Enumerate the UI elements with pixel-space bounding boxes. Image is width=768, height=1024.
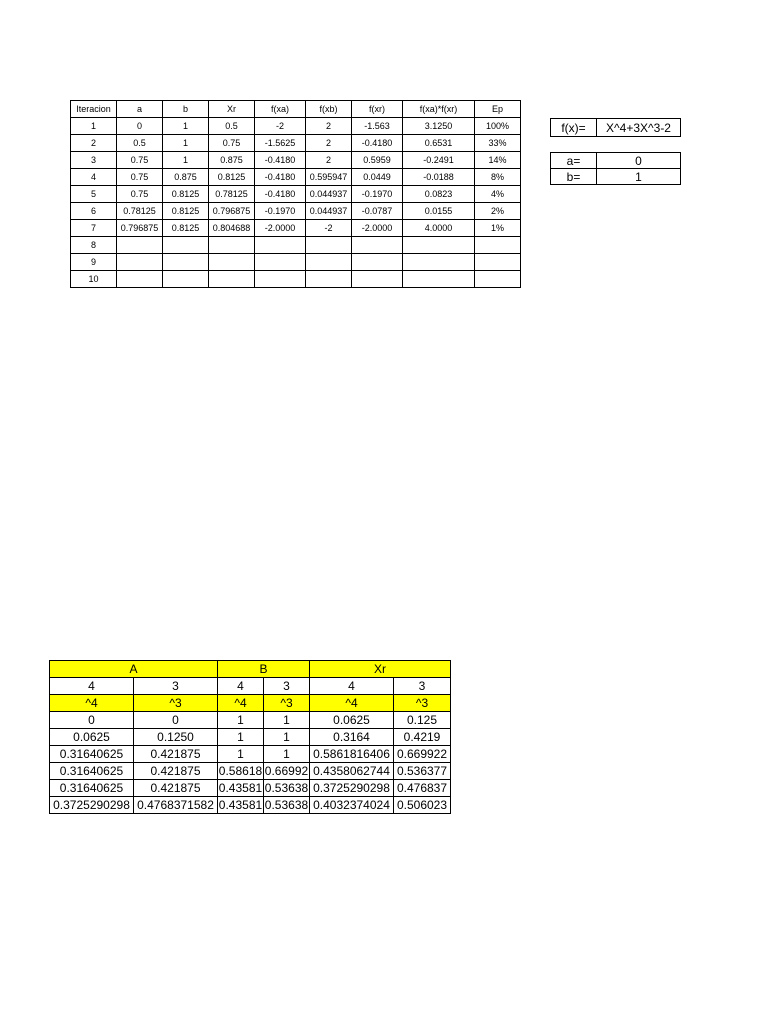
table-cell: 0.476837: [394, 780, 451, 797]
table-cell: [117, 237, 163, 254]
column-header: Iteracion: [71, 101, 117, 118]
table-cell: -1.563: [352, 118, 403, 135]
table-cell: 1: [218, 712, 264, 729]
table-cell: 4%: [475, 186, 521, 203]
table-cell: 2: [306, 118, 352, 135]
table-cell: 0.421875: [134, 763, 218, 780]
table-cell: -0.1970: [255, 203, 306, 220]
table-cell: 0.044937: [306, 203, 352, 220]
exponent-cell: 4: [218, 678, 264, 695]
table-cell: [352, 237, 403, 254]
group-header-a: A: [50, 661, 218, 678]
table-cell: [352, 254, 403, 271]
table-cell: 2: [306, 152, 352, 169]
table-cell: 0.8125: [163, 220, 209, 237]
table-cell: 0.669922: [394, 746, 451, 763]
table-cell: 100%: [475, 118, 521, 135]
table-cell: 1%: [475, 220, 521, 237]
table-cell: [403, 237, 475, 254]
table-cell: 4.0000: [403, 220, 475, 237]
table-cell: 1: [163, 118, 209, 135]
exponent-cell: 3: [394, 678, 451, 695]
table-cell: 2: [71, 135, 117, 152]
table-cell: 0.4032374024: [310, 797, 394, 814]
table-cell: -2.0000: [255, 220, 306, 237]
table-cell: 2%: [475, 203, 521, 220]
table-cell: [209, 271, 255, 288]
powers-group-header-row: [50, 661, 451, 678]
table-cell: -0.0787: [352, 203, 403, 220]
table-cell: 3: [71, 152, 117, 169]
table-cell: 0.5: [209, 118, 255, 135]
table-cell: 0.31640625: [50, 780, 134, 797]
table-cell: [163, 237, 209, 254]
table-cell: -0.1970: [352, 186, 403, 203]
table-cell: 0.125: [394, 712, 451, 729]
table-cell: -0.0188: [403, 169, 475, 186]
table-row: [50, 780, 451, 797]
table-row: [50, 763, 451, 780]
table-cell: [255, 271, 306, 288]
table-row: [50, 797, 451, 814]
table-cell: 1: [163, 135, 209, 152]
table-cell: 0.506023: [394, 797, 451, 814]
table-cell: [209, 237, 255, 254]
table-cell: 14%: [475, 152, 521, 169]
table-cell: 1: [264, 729, 310, 746]
interval-value-a: 0: [597, 153, 681, 169]
table-cell: 0.8125: [163, 203, 209, 220]
power-label-cell: ^3: [394, 695, 451, 712]
table-cell: 0: [134, 712, 218, 729]
table-cell: -0.4180: [255, 186, 306, 203]
group-header-xr: Xr: [310, 661, 451, 678]
table-row: [71, 186, 521, 203]
table-cell: [352, 271, 403, 288]
table-row: [71, 220, 521, 237]
function-row: [551, 119, 681, 137]
table-cell: 0.4768371582: [134, 797, 218, 814]
table-cell: [255, 237, 306, 254]
table-cell: 0: [50, 712, 134, 729]
table-cell: 1: [264, 746, 310, 763]
table-cell: [306, 271, 352, 288]
table-cell: 0.421875: [134, 746, 218, 763]
power-label-cell: ^3: [264, 695, 310, 712]
table-cell: 0: [117, 118, 163, 135]
table-cell: 0.8125: [163, 186, 209, 203]
table-cell: 0.31640625: [50, 763, 134, 780]
group-header-b: B: [218, 661, 310, 678]
table-cell: 5: [71, 186, 117, 203]
table-cell: 0.0625: [310, 712, 394, 729]
table-cell: [163, 271, 209, 288]
table-cell: 0.796875: [209, 203, 255, 220]
table-cell: 0.796875: [117, 220, 163, 237]
table-cell: [475, 271, 521, 288]
table-cell: [255, 254, 306, 271]
table-cell: 0.78125: [209, 186, 255, 203]
interval-value-b: 1: [597, 169, 681, 185]
table-cell: [306, 237, 352, 254]
table-cell: 0.1250: [134, 729, 218, 746]
column-header: f(xa)*f(xr): [403, 101, 475, 118]
table-cell: 0.3725290298: [310, 780, 394, 797]
table-row: [71, 237, 521, 254]
column-header: a: [117, 101, 163, 118]
column-header: f(xb): [306, 101, 352, 118]
table-cell: 1: [218, 746, 264, 763]
table-cell: 0.5861816406: [310, 746, 394, 763]
table-cell: -1.5625: [255, 135, 306, 152]
table-row: [50, 729, 451, 746]
table-cell: 10: [71, 271, 117, 288]
powers-exponent-row: [50, 678, 451, 695]
table-cell: 0.78125: [117, 203, 163, 220]
table-row: [50, 712, 451, 729]
table-cell: 0.53638: [264, 781, 309, 795]
table-cell: -0.2491: [403, 152, 475, 169]
table-cell: 8: [71, 237, 117, 254]
table-cell: 1: [264, 712, 310, 729]
table-row: [71, 271, 521, 288]
function-label: f(x)=: [551, 119, 597, 137]
table-cell: 0.0155: [403, 203, 475, 220]
table-cell: 1: [163, 152, 209, 169]
table-cell: 0.43581: [218, 781, 263, 795]
table-cell: 0.75: [117, 186, 163, 203]
table-cell: 0.53638: [264, 798, 309, 812]
table-cell: [475, 254, 521, 271]
table-cell: -0.4180: [352, 135, 403, 152]
table-cell: 0.5: [117, 135, 163, 152]
table-cell: [117, 271, 163, 288]
table-cell: 0.75: [117, 152, 163, 169]
interval-row-b: [551, 169, 681, 185]
iteration-table-body: [71, 101, 521, 288]
table-cell: 0.595947: [306, 169, 352, 186]
table-cell: 3.1250: [403, 118, 475, 135]
table-cell: 0.0625: [50, 729, 134, 746]
table-cell: [209, 254, 255, 271]
table-cell: 0.421875: [134, 780, 218, 797]
table-cell: 0.4358062744: [310, 763, 394, 780]
exponent-cell: 3: [134, 678, 218, 695]
table-cell: [403, 254, 475, 271]
table-row: [71, 203, 521, 220]
table-cell: 0.5959: [352, 152, 403, 169]
table-cell: 1: [71, 118, 117, 135]
table-cell: 1: [218, 729, 264, 746]
column-header: Ep: [475, 101, 521, 118]
powers-table-body: [50, 661, 451, 814]
table-cell: 0.31640625: [50, 746, 134, 763]
bisection-iteration-table: [70, 100, 521, 288]
table-cell: -0.4180: [255, 169, 306, 186]
table-cell: 9: [71, 254, 117, 271]
table-cell: 0.3725290298: [50, 797, 134, 814]
function-definition-box: [550, 118, 681, 137]
exponent-cell: 4: [310, 678, 394, 695]
table-cell: 0.58618: [218, 764, 263, 778]
table-cell: 0.875: [209, 152, 255, 169]
table-row: [71, 254, 521, 271]
table-cell: [117, 254, 163, 271]
function-expression: X^4+3X^3-2: [597, 119, 681, 137]
table-row: [50, 746, 451, 763]
column-header: Xr: [209, 101, 255, 118]
interval-row-a: [551, 153, 681, 169]
powers-table: [49, 660, 451, 814]
table-cell: 0.044937: [306, 186, 352, 203]
table-cell: 33%: [475, 135, 521, 152]
column-header: f(xa): [255, 101, 306, 118]
table-cell: 2: [306, 135, 352, 152]
interval-label-b: b=: [551, 169, 597, 185]
table-cell: 0.536377: [394, 763, 451, 780]
table-cell: [163, 254, 209, 271]
interval-box: [550, 152, 681, 185]
power-label-cell: ^4: [218, 695, 264, 712]
table-cell: 0.875: [163, 169, 209, 186]
table-cell: 0.66992: [264, 764, 309, 778]
power-label-cell: ^3: [134, 695, 218, 712]
table-cell: [475, 237, 521, 254]
table-cell: [403, 271, 475, 288]
table-row: [71, 135, 521, 152]
interval-label-a: a=: [551, 153, 597, 169]
table-cell: 8%: [475, 169, 521, 186]
table-cell: 0.75: [209, 135, 255, 152]
table-cell: 0.75: [117, 169, 163, 186]
exponent-cell: 4: [50, 678, 134, 695]
table-cell: 0.3164: [310, 729, 394, 746]
table-cell: 0.0449: [352, 169, 403, 186]
powers-label-row: [50, 695, 451, 712]
power-label-cell: ^4: [310, 695, 394, 712]
exponent-cell: 3: [264, 678, 310, 695]
table-cell: -2: [306, 220, 352, 237]
power-label-cell: ^4: [50, 695, 134, 712]
table-cell: 6: [71, 203, 117, 220]
table-row: [71, 118, 521, 135]
table-cell: -2: [255, 118, 306, 135]
column-header: f(xr): [352, 101, 403, 118]
table-cell: 7: [71, 220, 117, 237]
table-row: [71, 152, 521, 169]
table-cell: 0.0823: [403, 186, 475, 203]
table-cell: 4: [71, 169, 117, 186]
table-cell: 0.8125: [209, 169, 255, 186]
table-cell: -2.0000: [352, 220, 403, 237]
iteration-header-row: [71, 101, 521, 118]
table-cell: -0.4180: [255, 152, 306, 169]
table-cell: 0.4219: [394, 729, 451, 746]
table-cell: 0.6531: [403, 135, 475, 152]
column-header: b: [163, 101, 209, 118]
table-cell: [306, 254, 352, 271]
table-row: [71, 169, 521, 186]
table-cell: 0.43581: [218, 798, 263, 812]
table-cell: 0.804688: [209, 220, 255, 237]
